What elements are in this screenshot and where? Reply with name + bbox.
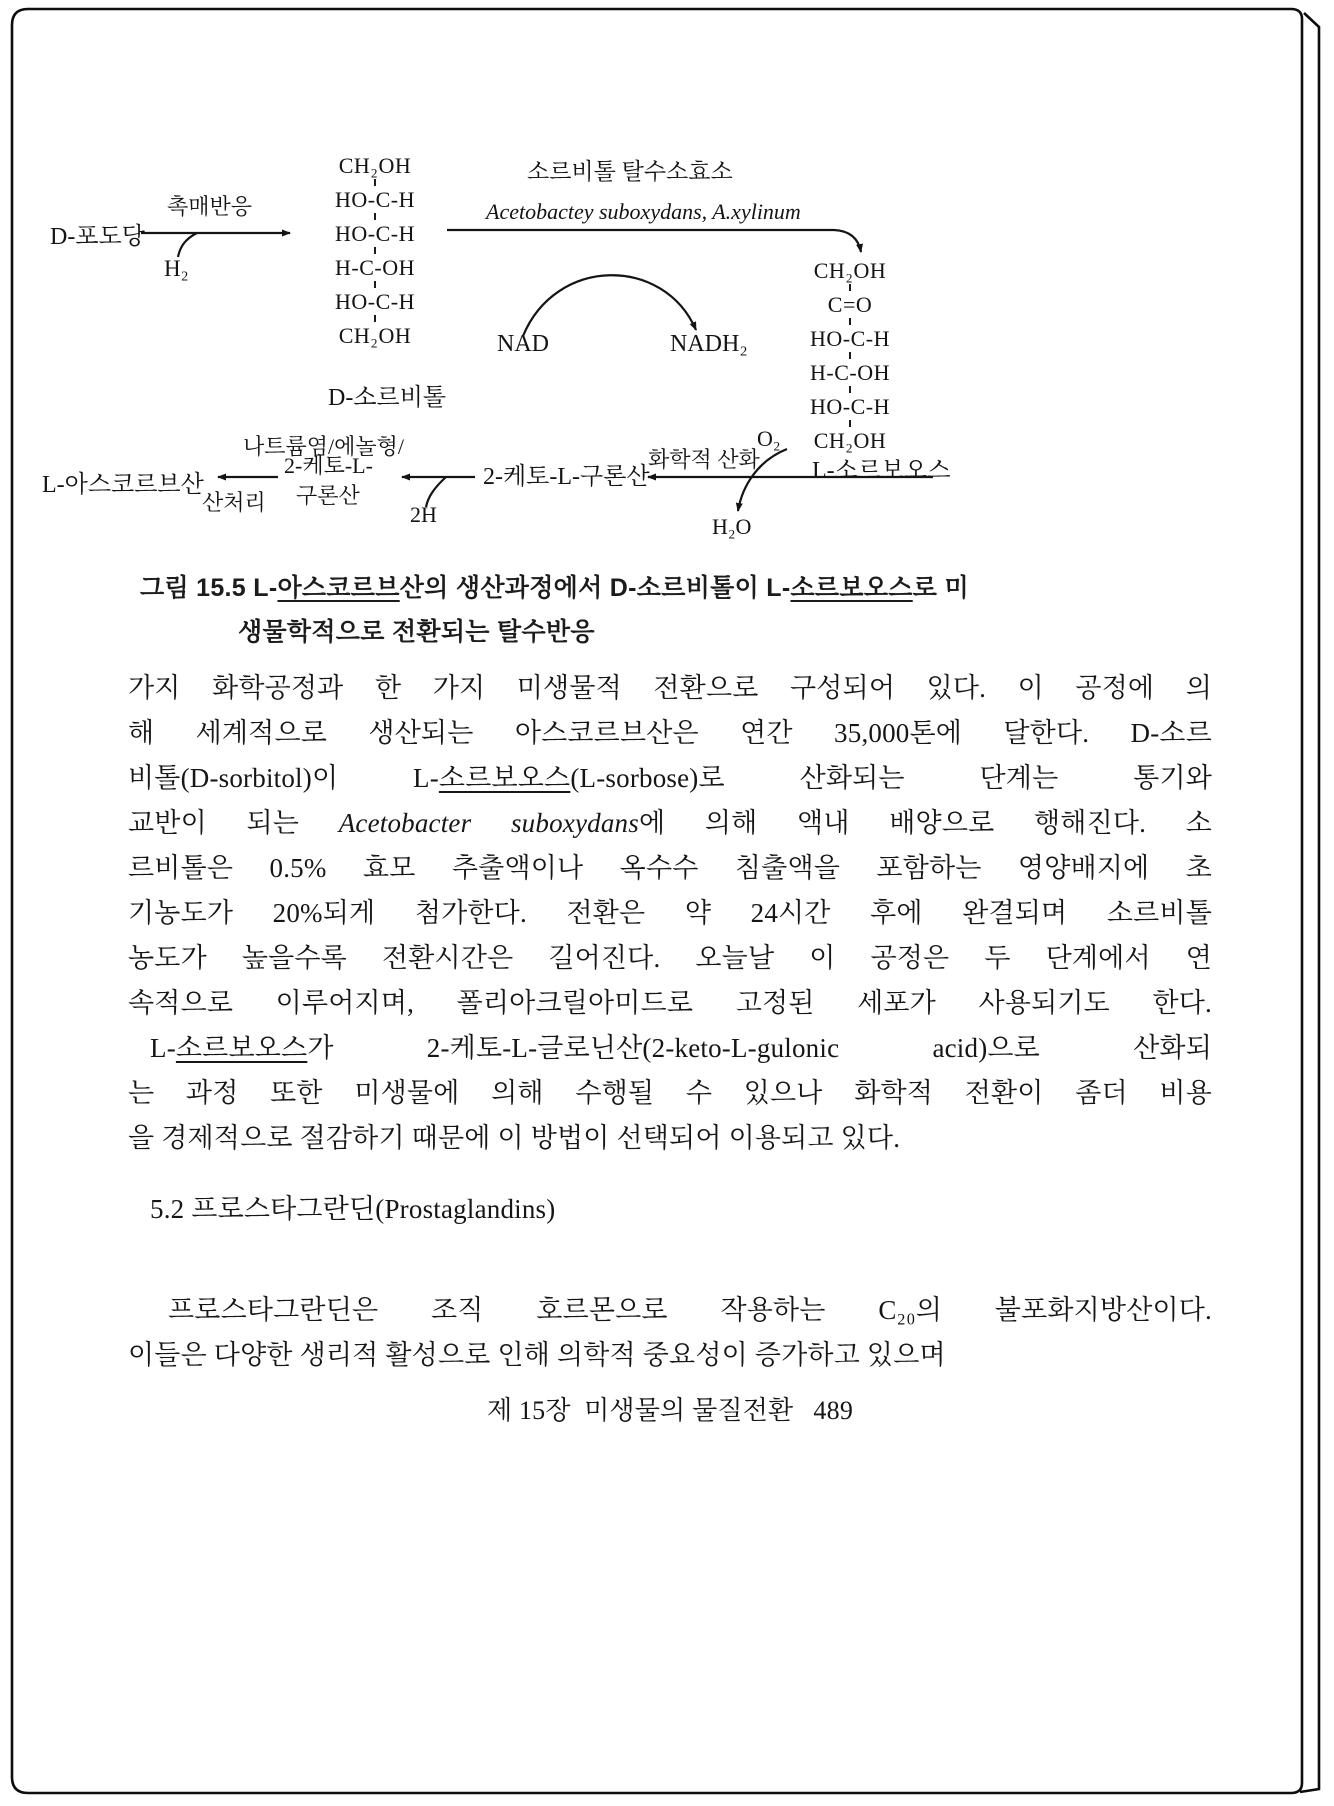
sodium-enol-label: 나트륨염/에놀형/ bbox=[243, 434, 404, 459]
body-text bbox=[128, 666, 1212, 1427]
organism-label: Acetobactey suboxydans, A.xylinum bbox=[486, 199, 801, 224]
text-segment: L- bbox=[150, 1033, 176, 1063]
nadh2-label: NADH₂ bbox=[670, 331, 748, 357]
paragraph-3 bbox=[128, 1288, 1212, 1378]
enzyme-label: 소르비톨 탈수소효소 bbox=[527, 159, 733, 184]
text-line: 가지 화학공정과 한 가지 미생물적 전환으로 구성되어 있다. 이 공정에 의 bbox=[128, 673, 1212, 703]
nad-label: NAD bbox=[497, 331, 549, 357]
l-sorbose-name: L-소르보오스 bbox=[812, 458, 951, 484]
underlined-term: 소르보오스 bbox=[175, 1033, 308, 1063]
paragraph-1 bbox=[128, 666, 1212, 1026]
keto-salt-label-line2: 구론산 bbox=[296, 483, 360, 508]
figure-caption-line1 bbox=[140, 568, 969, 604]
book-page-edge bbox=[1300, 13, 1319, 1792]
text-line: 르비톨은 0.5% 효모 추출액이나 옥수수 침출액을 포함하는 영양배지에 초 bbox=[128, 853, 1212, 883]
bond-line bbox=[849, 386, 851, 393]
text-segment: 가 2-케토-L-글로닌산(2-keto-L-gulonic acid)으로 산화되 bbox=[307, 1033, 1212, 1063]
caption-underlined-text: 아스코르브 bbox=[277, 574, 400, 602]
caption-text: 산의 생산과정에서 D-소르비톨이 L- bbox=[399, 574, 791, 602]
formula-line: H-C-OH bbox=[810, 360, 890, 385]
keto-gulonic-acid-label: 2-케토-L-구론산 bbox=[483, 464, 650, 490]
d-sorbitol-name: D-소르비톨 bbox=[328, 385, 447, 411]
bond-line bbox=[374, 179, 376, 186]
h2o-label: H₂O bbox=[712, 514, 752, 539]
chemical-oxidation-label: 화학적 산화 bbox=[648, 447, 760, 472]
formula-line: CH₂OH bbox=[338, 323, 412, 348]
bond-line bbox=[374, 315, 376, 322]
formula-line: HO-C-H bbox=[335, 289, 415, 314]
o2-label: O₂ bbox=[757, 426, 781, 451]
keto-salt-label-line1: 2-케토-L- bbox=[284, 453, 373, 478]
text-line: 프로스타그란딘은 조직 호르몬으로 작용하는 C₂₀의 불포화지방산이다. bbox=[168, 1295, 1212, 1325]
l-ascorbic-acid-label: L-아스코르브산 bbox=[42, 472, 204, 498]
formula-line: HO-C-H bbox=[810, 394, 890, 419]
text-segment: 교반이 되는 bbox=[128, 808, 339, 838]
formula-line: H-C-OH bbox=[335, 255, 415, 280]
h2-hook bbox=[178, 233, 197, 257]
species-name: Acetobacter suboxydans bbox=[338, 808, 639, 838]
text-line: 는 과정 또한 미생물에 의해 수행될 수 있으나 화학적 전환이 좀더 비용 bbox=[128, 1078, 1212, 1108]
section-heading: 5.2 프로스타그란딘(Prostaglandins) bbox=[150, 1194, 556, 1224]
text-line bbox=[128, 756, 1212, 801]
d-glucose-label: D-포도당 bbox=[50, 224, 145, 250]
acid-treatment-label: 산처리 bbox=[202, 490, 266, 515]
l-sorbose-structure bbox=[775, 258, 925, 453]
2h-label: 2H bbox=[410, 502, 437, 527]
underlined-term: 소르보오스 bbox=[438, 763, 571, 793]
text-line bbox=[128, 1026, 1212, 1071]
formula-line: HO-C-H bbox=[335, 187, 415, 212]
text-segment: 비톨(D-sorbitol)이 L- bbox=[128, 763, 439, 793]
bond-line bbox=[374, 247, 376, 254]
text-line: 을 경제적으로 절감하기 때문에 이 방법이 선택되어 이용되고 있다. bbox=[128, 1123, 901, 1153]
text-line: 해 세계적으로 생산되는 아스코르브산은 연간 35,000톤에 달한다. D-소르 bbox=[128, 718, 1212, 748]
formula-line: C=O bbox=[827, 292, 873, 317]
caption-text: 로 미 bbox=[912, 574, 969, 602]
formula-line: HO-C-H bbox=[810, 326, 890, 351]
bond-line bbox=[849, 352, 851, 359]
h2-label: H₂ bbox=[164, 256, 189, 281]
bond-line bbox=[849, 318, 851, 325]
nad-arc bbox=[523, 275, 696, 336]
formula-line: CH₂OH bbox=[813, 258, 887, 283]
text-line bbox=[128, 801, 1212, 846]
paragraph-2 bbox=[128, 1026, 1212, 1161]
bond-line bbox=[374, 213, 376, 220]
text-segment: 에 의해 액내 배양으로 행해진다. 소 bbox=[638, 808, 1213, 838]
bond-line bbox=[849, 284, 851, 291]
bond-line bbox=[849, 420, 851, 427]
figure-caption-line2: 생물학적으로 전환되는 탈수반응 bbox=[238, 618, 595, 646]
caption-underlined-text: 소르보오스 bbox=[790, 574, 913, 602]
bond-line bbox=[374, 281, 376, 288]
text-line: 속적으로 이루어지며, 폴리아크릴아미드로 고정된 세포가 사용되기도 한다. bbox=[128, 988, 1212, 1018]
formula-line: CH₂OH bbox=[338, 153, 412, 178]
formula-line: CH₂OH bbox=[813, 428, 887, 453]
text-line: 농도가 높을수록 전환시간은 길어진다. 오늘날 이 공정은 두 단계에서 연 bbox=[128, 943, 1212, 973]
d-sorbitol-structure bbox=[300, 153, 450, 348]
page-footer: 제 15장 미생물의 물질전환 489 bbox=[486, 1396, 854, 1425]
text-segment: (L-sorbose)로 산화되는 단계는 통기와 bbox=[570, 763, 1213, 793]
caption-text: 그림 15.5 L- bbox=[140, 574, 278, 602]
text-line: 이들은 다양한 생리적 활성으로 인해 의학적 중요성이 증가하고 있으며 bbox=[128, 1340, 946, 1370]
formula-line: HO-C-H bbox=[335, 221, 415, 246]
catalysis-label: 촉매반응 bbox=[167, 194, 253, 219]
text-line: 기농도가 20%되게 첨가한다. 전환은 약 24시간 후에 완결되며 소르비톨 bbox=[128, 898, 1212, 928]
